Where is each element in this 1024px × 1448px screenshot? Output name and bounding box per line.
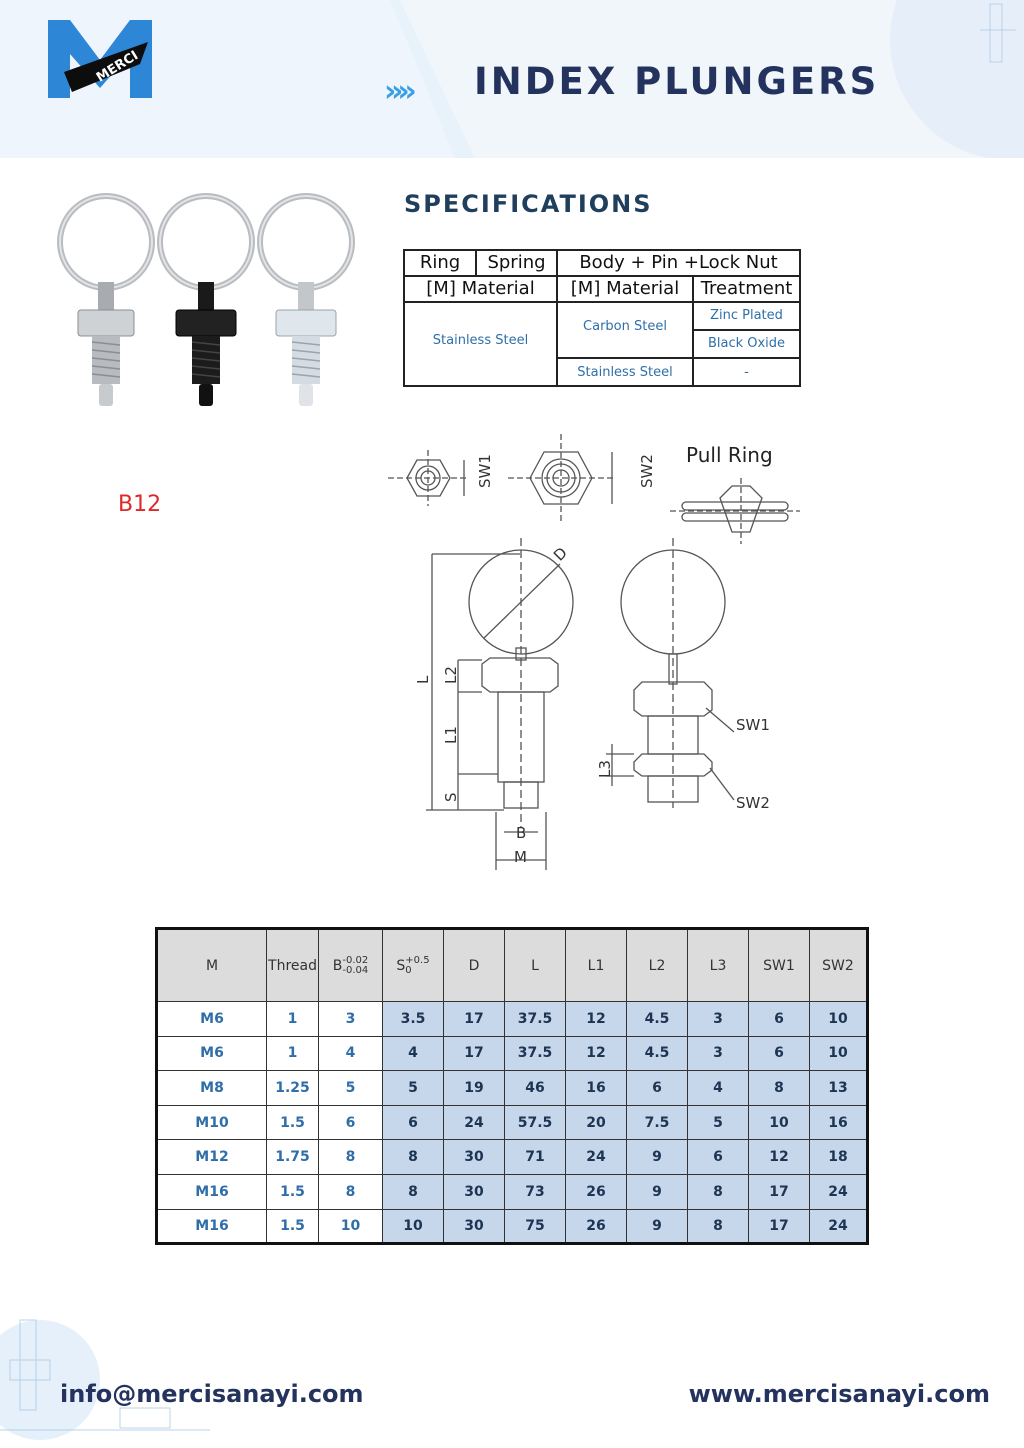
page-title: INDEX PLUNGERS — [474, 60, 880, 103]
table-cell: 18 — [810, 1140, 868, 1175]
col-s-letter: S — [396, 957, 406, 974]
corner-decoration — [960, 0, 1024, 70]
table-cell: 9 — [627, 1174, 688, 1209]
table-cell: 1.5 — [267, 1105, 319, 1140]
product-code: B12 — [118, 492, 162, 517]
label-s: S — [442, 792, 460, 802]
logo-brand-text: MERCI — [93, 48, 142, 86]
table-cell: 10 — [810, 1036, 868, 1071]
col-s — [383, 929, 444, 1002]
plunger-black — [160, 196, 252, 406]
table-cell: 6 — [319, 1105, 383, 1140]
table-cell: M6 — [157, 1002, 267, 1037]
table-cell: 17 — [749, 1209, 810, 1244]
table-header-row — [157, 929, 868, 1002]
table-cell: 10 — [810, 1002, 868, 1037]
table-row — [157, 1105, 868, 1140]
table-cell: 4 — [688, 1071, 749, 1106]
technical-drawing — [380, 428, 800, 878]
table-cell: 8 — [749, 1071, 810, 1106]
product-photo — [54, 190, 360, 415]
col-l2: L2 — [627, 929, 688, 1002]
table-cell: 26 — [566, 1209, 627, 1244]
table-cell: 8 — [383, 1174, 444, 1209]
table-cell: 4.5 — [627, 1002, 688, 1037]
spec-header-body: Body + Pin +Lock Nut — [579, 252, 778, 273]
footer-email[interactable]: info@mercisanayi.com — [60, 1380, 364, 1408]
table-cell: 8 — [688, 1209, 749, 1244]
col-b-tol-lower: -0.04 — [342, 964, 369, 976]
table-cell: 24 — [566, 1140, 627, 1175]
table-cell: M16 — [157, 1209, 267, 1244]
col-l3: L3 — [688, 929, 749, 1002]
table-cell: 5 — [319, 1071, 383, 1106]
table-cell: 26 — [566, 1174, 627, 1209]
col-sw2: SW2 — [810, 929, 868, 1002]
label-l3: L3 — [596, 760, 614, 778]
plunger-stainless — [60, 196, 152, 406]
table-cell: 16 — [810, 1105, 868, 1140]
table-cell: 17 — [749, 1174, 810, 1209]
col-m: M — [157, 929, 267, 1002]
table-cell: 1 — [267, 1036, 319, 1071]
table-cell: 1.75 — [267, 1140, 319, 1175]
table-cell: 6 — [627, 1071, 688, 1106]
table-cell: 8 — [383, 1140, 444, 1175]
spec-treatment-black: Black Oxide — [707, 336, 786, 351]
table-cell: M16 — [157, 1174, 267, 1209]
table-cell: M10 — [157, 1105, 267, 1140]
spec-header-material-left: [M] Material — [426, 278, 535, 299]
table-cell: 5 — [688, 1105, 749, 1140]
table-cell: 37.5 — [505, 1002, 566, 1037]
table-body — [157, 1002, 868, 1244]
col-sw1: SW1 — [749, 929, 810, 1002]
table-cell: 8 — [319, 1174, 383, 1209]
col-s-tol-lower: 0 — [405, 964, 412, 976]
table-cell: 12 — [566, 1002, 627, 1037]
table-cell: 75 — [505, 1209, 566, 1244]
table-row — [157, 1002, 868, 1037]
col-l: L — [505, 929, 566, 1002]
table-cell: 6 — [749, 1036, 810, 1071]
table-cell: 57.5 — [505, 1105, 566, 1140]
merci-logo — [44, 14, 156, 104]
col-b — [319, 929, 383, 1002]
specifications-table — [403, 249, 801, 387]
table-cell: 4 — [383, 1036, 444, 1071]
col-l1: L1 — [566, 929, 627, 1002]
label-l2: L2 — [442, 666, 460, 684]
table-row — [157, 1174, 868, 1209]
table-cell: 6 — [749, 1002, 810, 1037]
table-cell: 24 — [444, 1105, 505, 1140]
table-cell: 71 — [505, 1140, 566, 1175]
table-cell: 1.5 — [267, 1209, 319, 1244]
table-cell: 24 — [810, 1209, 868, 1244]
specifications-heading: SPECIFICATIONS — [404, 190, 653, 218]
label-sw2-side: SW2 — [736, 794, 770, 812]
col-s-tol-upper: +0.5 — [405, 954, 430, 966]
table-cell: 17 — [444, 1036, 505, 1071]
label-m: M — [514, 848, 527, 866]
spec-body-stainless: Stainless Steel — [577, 365, 673, 380]
table-cell: 1.5 — [267, 1174, 319, 1209]
spec-header-material-mid: [M] Material — [570, 278, 680, 299]
table-cell: 73 — [505, 1174, 566, 1209]
table-row — [157, 1036, 868, 1071]
spec-treatment-none: - — [744, 365, 749, 380]
table-cell: 8 — [688, 1174, 749, 1209]
label-sw1-side: SW1 — [736, 716, 770, 734]
spec-header-spring: Spring — [487, 252, 546, 273]
label-sw1: SW1 — [476, 454, 494, 488]
table-row — [157, 1209, 868, 1244]
table-cell: 24 — [810, 1174, 868, 1209]
table-cell: 3 — [319, 1002, 383, 1037]
dimension-table — [155, 927, 869, 1245]
table-cell: 9 — [627, 1209, 688, 1244]
table-cell: 3.5 — [383, 1002, 444, 1037]
table-cell: M8 — [157, 1071, 267, 1106]
spec-header-ring: Ring — [419, 252, 461, 273]
spec-body-carbon: Carbon Steel — [583, 319, 667, 334]
col-thread: Thread — [267, 929, 319, 1002]
footer-website[interactable]: www.mercisanayi.com — [688, 1380, 990, 1408]
table-cell: 6 — [383, 1105, 444, 1140]
table-cell: 37.5 — [505, 1036, 566, 1071]
footer-decoration — [0, 1300, 220, 1448]
spec-treatment-zinc: Zinc Plated — [710, 308, 783, 323]
label-d: D — [549, 543, 571, 565]
table-cell: 3 — [688, 1002, 749, 1037]
chevrons-icon: »» — [384, 74, 411, 109]
table-cell: 7.5 — [627, 1105, 688, 1140]
spec-header-treatment: Treatment — [700, 278, 793, 299]
table-cell: 6 — [688, 1140, 749, 1175]
table-cell: 10 — [319, 1209, 383, 1244]
table-cell: 30 — [444, 1174, 505, 1209]
table-cell: 1.25 — [267, 1071, 319, 1106]
table-row — [157, 1071, 868, 1106]
table-cell: 8 — [319, 1140, 383, 1175]
label-l1: L1 — [442, 726, 460, 744]
spec-ring-spring-material: Stainless Steel — [432, 333, 529, 348]
table-cell: 30 — [444, 1209, 505, 1244]
table-cell: M12 — [157, 1140, 267, 1175]
table-cell: 4 — [319, 1036, 383, 1071]
table-cell: 16 — [566, 1071, 627, 1106]
table-cell: 10 — [383, 1209, 444, 1244]
label-l: L — [414, 675, 432, 684]
table-cell: 19 — [444, 1071, 505, 1106]
table-cell: 4.5 — [627, 1036, 688, 1071]
col-b-tol-upper: -0.02 — [342, 954, 369, 966]
label-sw2: SW2 — [638, 454, 656, 488]
col-b-letter: B — [332, 957, 343, 974]
table-cell: M6 — [157, 1036, 267, 1071]
label-b: B — [516, 824, 527, 842]
table-cell: 46 — [505, 1071, 566, 1106]
col-d: D — [444, 929, 505, 1002]
table-cell: 3 — [688, 1036, 749, 1071]
table-row — [157, 1140, 868, 1175]
table-cell: 17 — [444, 1002, 505, 1037]
table-cell: 12 — [749, 1140, 810, 1175]
table-cell: 1 — [267, 1002, 319, 1037]
table-cell: 10 — [749, 1105, 810, 1140]
table-cell: 13 — [810, 1071, 868, 1106]
table-cell: 20 — [566, 1105, 627, 1140]
plunger-zinc — [260, 196, 352, 406]
table-cell: 30 — [444, 1140, 505, 1175]
table-cell: 9 — [627, 1140, 688, 1175]
label-pull-ring: Pull Ring — [686, 443, 773, 467]
table-cell: 5 — [383, 1071, 444, 1106]
table-cell: 12 — [566, 1036, 627, 1071]
